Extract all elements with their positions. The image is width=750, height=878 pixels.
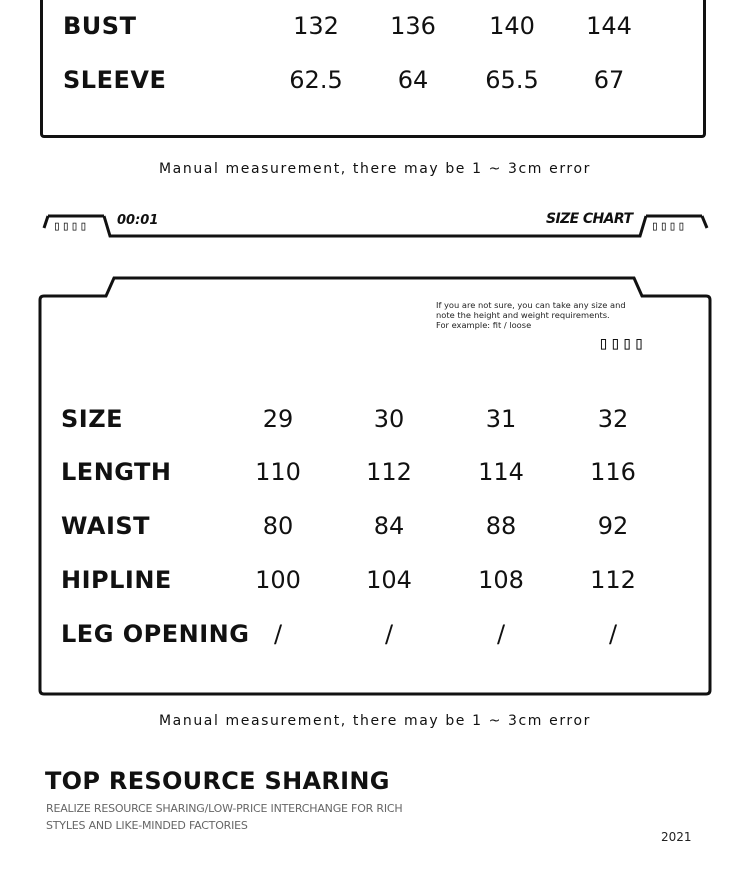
size-hint [436,300,636,330]
row-label-waist: WAIST [61,512,151,540]
table-cell: / [608,620,618,648]
table-cell: 64 [397,66,429,94]
table-row [63,12,703,52]
size-hint-line: note the height and weight requirements. [436,310,610,320]
table-cell: 62.5 [289,66,343,94]
size-chart-header-frame [0,200,750,250]
top-size-table [40,0,706,138]
table-row [61,405,750,445]
table-cell: 100 [255,566,301,594]
table-cell: 136 [390,12,436,40]
table-cell: 112 [366,458,412,486]
header-chip-left: ▯▯▯▯ [53,219,89,234]
table-cell: 92 [597,512,629,540]
table-cell: / [273,620,283,648]
table-cell: 132 [293,12,339,40]
table-cell: 67 [593,66,625,94]
table-cell: 88 [485,512,517,540]
row-label-sleeve: SLEEVE [63,66,167,94]
table-row [61,620,750,660]
table-cell: 31 [485,405,517,433]
table-cell: 112 [590,566,636,594]
row-label-size: SIZE [61,405,124,433]
size-hint-chip: ▯▯▯▯ [598,333,646,354]
table-cell: 84 [373,512,405,540]
table-cell: / [496,620,506,648]
table-cell: 80 [262,512,294,540]
header-time: 00:01 [117,213,159,228]
footer-subtitle-line: STYLES AND LIKE-MINDED FACTORIES [46,819,248,832]
measurement-note-bottom: Manual measurement, there may be 1 ~ 3cm error [158,713,591,729]
table-cell: 108 [478,566,524,594]
table-cell: / [384,620,394,648]
table-cell: 116 [590,458,636,486]
table-cell: 32 [597,405,629,433]
table-cell: 30 [373,405,405,433]
row-label-hipline: HIPLINE [61,566,172,594]
table-cell: 140 [489,12,535,40]
footer-title: TOP RESOURCE SHARING [45,767,390,795]
row-label-bust: BUST [63,12,137,40]
footer-subtitle [46,800,402,834]
table-cell: 110 [255,458,301,486]
row-label-leg-opening: LEG OPENING [61,620,250,648]
table-cell: 144 [586,12,632,40]
table-row [61,566,750,606]
table-cell: 114 [478,458,524,486]
header-title: SIZE CHART [546,211,633,227]
table-row [63,66,703,106]
table-cell: 104 [366,566,412,594]
header-chip-right: ▯▯▯▯ [651,219,687,234]
table-cell: 29 [262,405,294,433]
table-cell: 65.5 [485,66,539,94]
table-row [61,458,750,498]
footer-subtitle-line: REALIZE RESOURCE SHARING/LOW-PRICE INTERCHANGE FOR RICH [46,802,403,815]
footer-year: 2021 [661,830,692,844]
size-hint-line: For example: fit / loose [436,320,532,330]
measurement-note-top: Manual measurement, there may be 1 ~ 3cm error [158,161,591,177]
row-label-length: LENGTH [61,458,172,486]
table-row [61,512,750,552]
size-hint-line: If you are not sure, you can take any size and [436,300,626,310]
